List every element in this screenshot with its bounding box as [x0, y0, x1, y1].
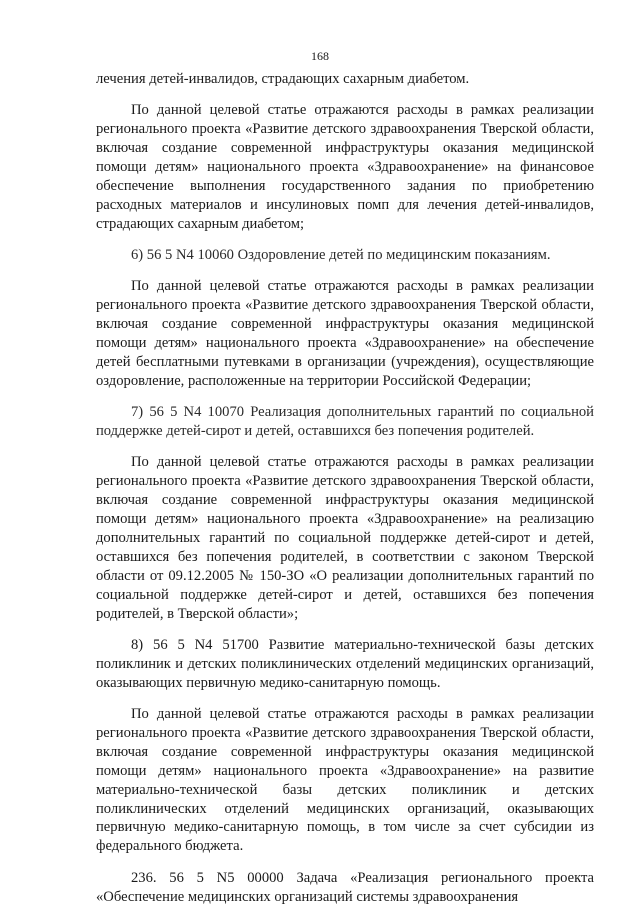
- page-number: 168: [311, 49, 329, 63]
- paragraph-item-8: 8) 56 5 N4 51700 Развитие материально-технической базы детских поликлиник и детских поликлинических отделений медицинских организаций, оказывающих первичную медико-санитарную помощь.: [96, 636, 594, 691]
- paragraph-description: По данной целевой статье отражаются расходы в рамках реализации регионального проекта «Развитие детского здравоохранения Тверской области, включая создание современной инфраструктуры оказания медицинской помощи детям» национального проекта «Здравоохранение» на обеспечение детей бесплатными путевками в организации (учреждения), осуществляющие оздоровление, расположенные на территории Российской Федерации;: [96, 278, 594, 389]
- paragraph-description: По данной целевой статье отражаются расходы в рамках реализации регионального проекта «Развитие детского здравоохранения Тверской области, включая создание современной инфраструктуры оказания медицинской помощи детям» национального проекта «Здравоохранение» на реализацию дополнительных гарантий по социальной поддержке детей-сирот и детей, оставшихся без попечения родителей, в соответствии с законом Тверской области от 09.12.2005 № 150-ЗО «О реализации дополнительных гарантий по социальной поддержке детей-сирот и детей, оставшихся без попечения родителей, в Тверской области»;: [96, 454, 594, 622]
- paragraph-description: По данной целевой статье отражаются расходы в рамках реализации регионального проекта «Развитие детского здравоохранения Тверской области, включая создание современной инфраструктуры оказания медицинской помощи детям» национального проекта «Здравоохранение» на развитие материально-технической базы детских поликлиник и детских поликлинических отделений медицинских организаций, оказывающих первичную медико-санитарную помощь, в том числе за счет субсидии из федерального бюджета.: [96, 706, 594, 855]
- page-body: [96, 70, 594, 906]
- paragraph-item-7: 7) 56 5 N4 10070 Реализация дополнительных гарантий по социальной поддержке детей-сирот и детей, оставшихся без попечения родителей.: [96, 404, 594, 440]
- paragraph-item-6: 6) 56 5 N4 10060 Оздоровление детей по медицинским показаниям.: [131, 247, 551, 264]
- paragraph-description: По данной целевой статье отражаются расходы в рамках реализации регионального проекта «Развитие детского здравоохранения Тверской области, включая создание современной инфраструктуры оказания медицинской помощи детям» национального проекта «Здравоохранение» на финансовое обеспечение выполнения государственного задания по приобретению расходных материалов и инсулиновых помп для лечения детей-инвалидов, страдающих сахарным диабетом;: [96, 102, 594, 232]
- paragraph-section-236: 236. 56 5 N5 00000 Задача «Реализация регионального проекта «Обеспечение медицинских организаций системы здравоохранения: [96, 869, 594, 905]
- paragraph-continuation: лечения детей-инвалидов, страдающих сахарным диабетом.: [96, 71, 470, 87]
